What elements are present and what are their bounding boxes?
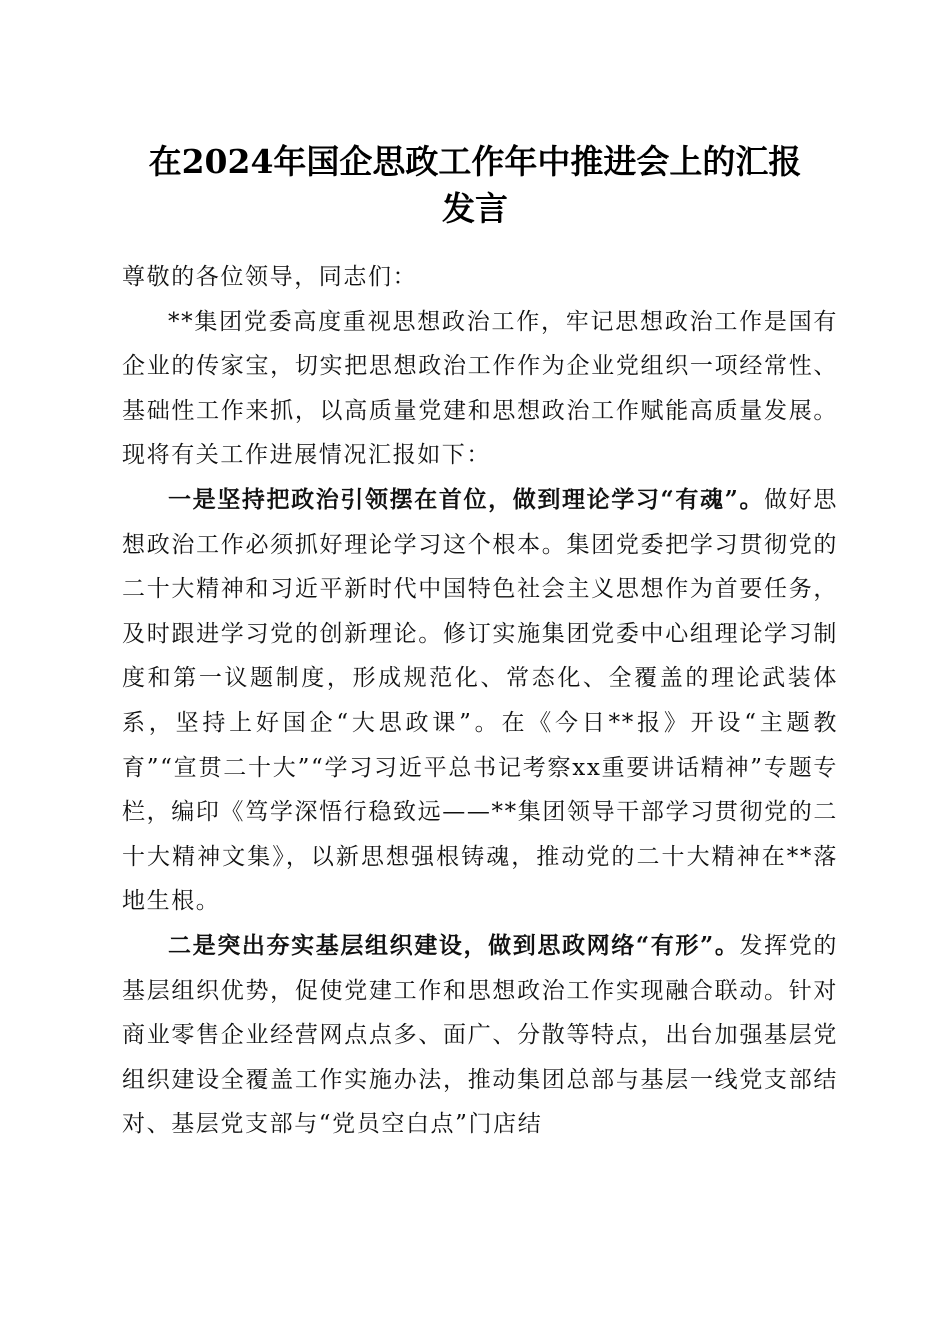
document-body bbox=[122, 255, 838, 1147]
section-1-body: 做好思想政治工作必须抓好理论学习这个根本。集团党委把学习贯彻党的二十大精神和习近平新时代中国特色社会主义思想作为首要任务，及时跟进学习党的创新理论。修订实施集团党委中心组理论学习制度和第一议题制度，形成规范化、常态化、全覆盖的理论武装体系，坚持上好国企“大思政课”。在《今日**报》开设“主题教育”“宣贯二十大”“学习习近平总书记考察xx重要讲话精神”专题专栏，编印《笃学深悟行稳致远——**集团领导干部学习贯彻党的二十大精神文集》，以新思想强根铸魂，推动党的二十大精神在**落地生根。 bbox=[122, 486, 838, 915]
title-line-2: 发言 bbox=[442, 189, 508, 228]
section-1-paragraph bbox=[122, 478, 838, 924]
intro-paragraph: **集团党委高度重视思想政治工作，牢记思想政治工作是国有企业的传家宝，切实把思想政治工作作为企业党组织一项经常性、基础性工作来抓，以高质量党建和思想政治工作赋能高质量发展。现将有关工作进展情况汇报如下： bbox=[122, 308, 838, 469]
document-title bbox=[110, 138, 840, 232]
title-line-1: 在2024年国企思政工作年中推进会上的汇报 bbox=[148, 142, 802, 181]
section-2-paragraph bbox=[122, 924, 838, 1147]
section-1-lead: 一是坚持把政治引领摆在首位，做到理论学习“有魂”。 bbox=[168, 485, 765, 513]
section-2-lead: 二是突出夯实基层组织建设，做到思政网络“有形”。 bbox=[168, 931, 740, 959]
salutation: 尊敬的各位领导，同志们： bbox=[122, 264, 418, 290]
section-2-body: 发挥党的基层组织优势，促使党建工作和思想政治工作实现融合联动。针对商业零售企业经营网点点多、面广、分散等特点，出台加强基层党组织建设全覆盖工作实施办法，推动集团总部与基层一线党支部结对、基层党支部与“党员空白点”门店结 bbox=[122, 932, 838, 1138]
